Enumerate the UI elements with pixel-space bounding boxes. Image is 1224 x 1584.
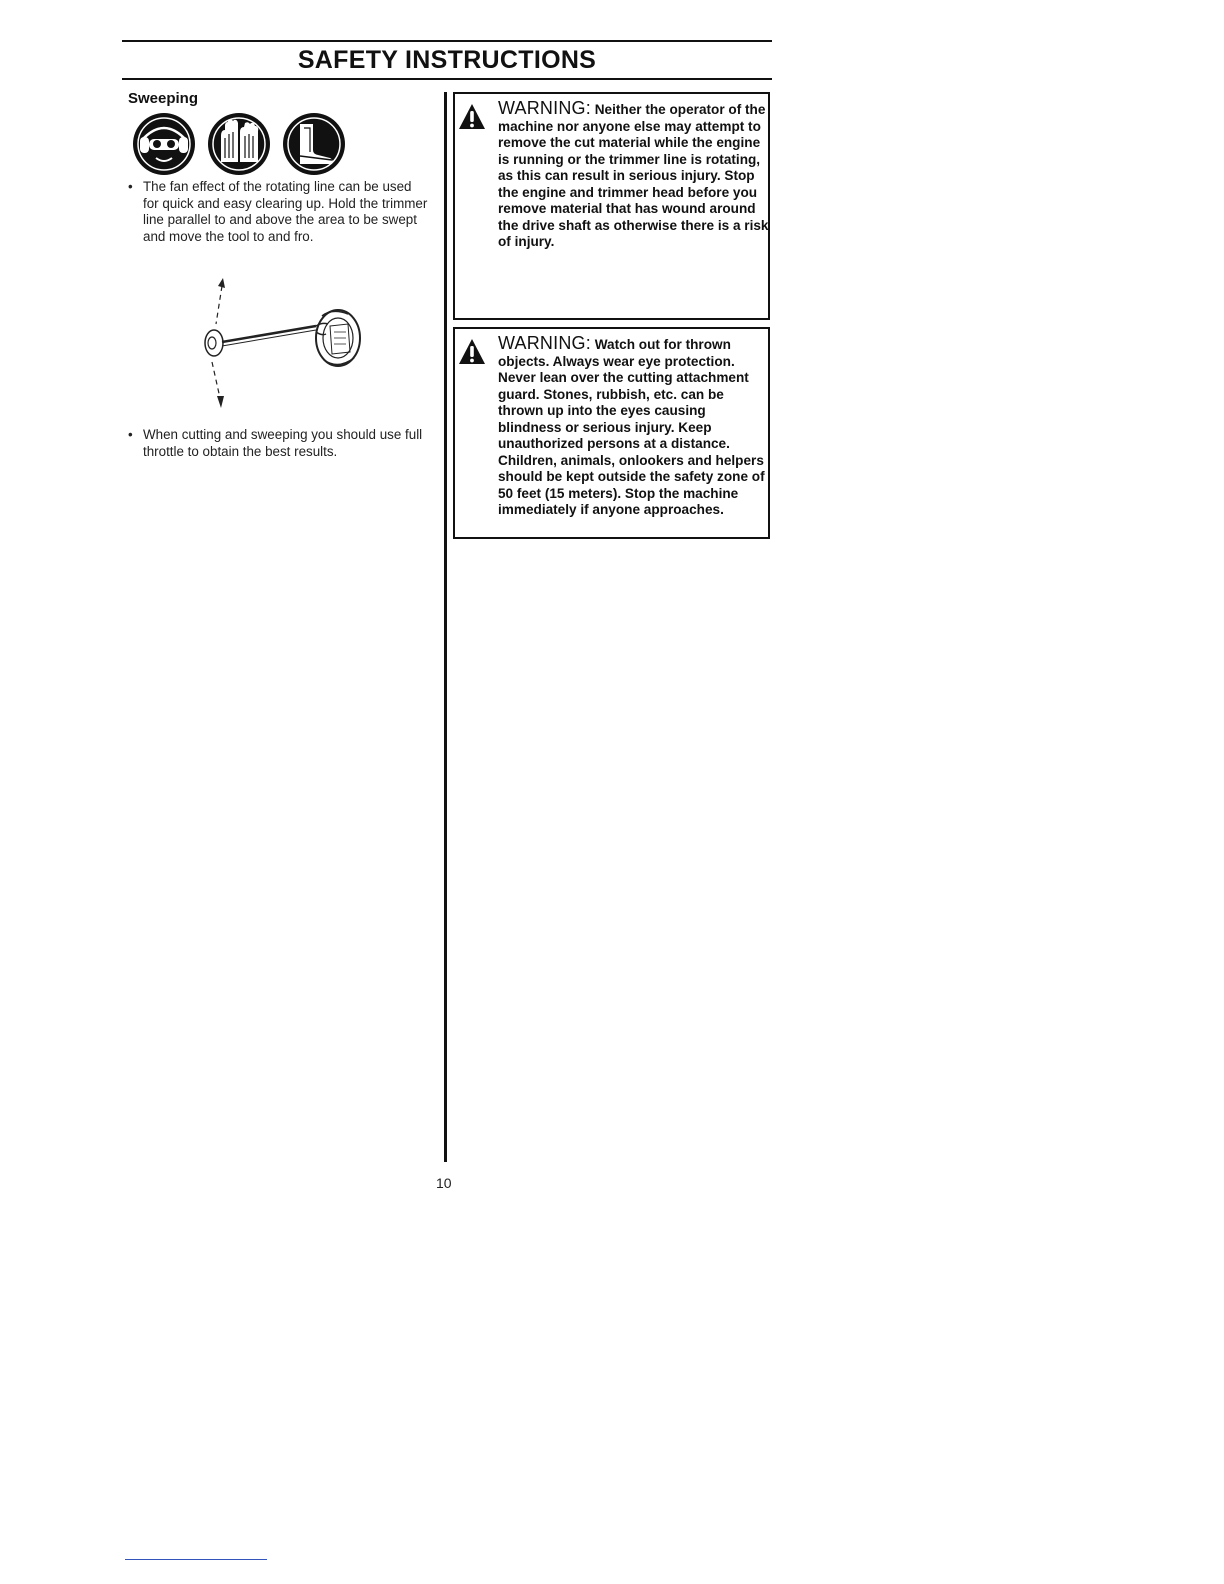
list-item xyxy=(128,427,428,460)
section-heading-sweeping: Sweeping xyxy=(128,90,199,107)
protective-gloves-icon xyxy=(208,113,270,175)
warning-body: Neither the operator of the machine nor anyone else may attempt to remove the cut material while the engine is running or the trimmer line is rotating, as this can result in serious injury. Stop the engine and trimmer head before you remove material that has wound around the drive shaft as otherwise there is a risk of injury. xyxy=(498,102,769,249)
header-rule-bottom xyxy=(122,78,772,80)
sweeping-illustration xyxy=(198,276,368,411)
protective-boots-icon xyxy=(283,113,345,175)
warning-text xyxy=(498,335,770,519)
ear-and-eye-protection-icon xyxy=(133,113,195,175)
warning-box-thrown-objects xyxy=(453,327,770,539)
header-rule-top xyxy=(122,40,772,42)
warning-triangle-icon xyxy=(458,103,486,130)
warning-box-remove-material xyxy=(453,92,770,320)
bullet-text-sweeping-fan-effect: The fan effect of the rotating line can be used for quick and easy clearing up. Hold the trimmer line parallel to and above the area to be swept and move the tool to and fro. xyxy=(143,179,428,244)
warning-text xyxy=(498,100,770,251)
list-item xyxy=(128,179,428,245)
page-title: SAFETY INSTRUCTIONS xyxy=(297,46,597,74)
ppe-icon-row xyxy=(132,112,347,176)
warning-label: WARNING: xyxy=(498,98,591,118)
bullet-text-full-throttle: When cutting and sweeping you should use full throttle to obtain the best results. xyxy=(143,427,423,459)
bullet-mark: • xyxy=(128,179,133,194)
page-number: 10 xyxy=(436,1175,452,1191)
warning-triangle-icon xyxy=(458,338,486,365)
footer-line xyxy=(125,1559,267,1560)
warning-body: Watch out for thrown objects. Always wear eye protection. Never lean over the cutting attachment guard. Stones, rubbish, etc. can be thrown up into the eyes causing blindness or serious injury. Keep unauthorized persons at a distance. Children, animals, onlookers and helpers should be kept outside the safety zone of 50 feet (15 meters). Stop the machine immediately if anyone approaches. xyxy=(498,337,765,517)
bullet-mark: • xyxy=(128,427,133,442)
column-divider xyxy=(444,92,447,1162)
warning-label: WARNING: xyxy=(498,333,591,353)
